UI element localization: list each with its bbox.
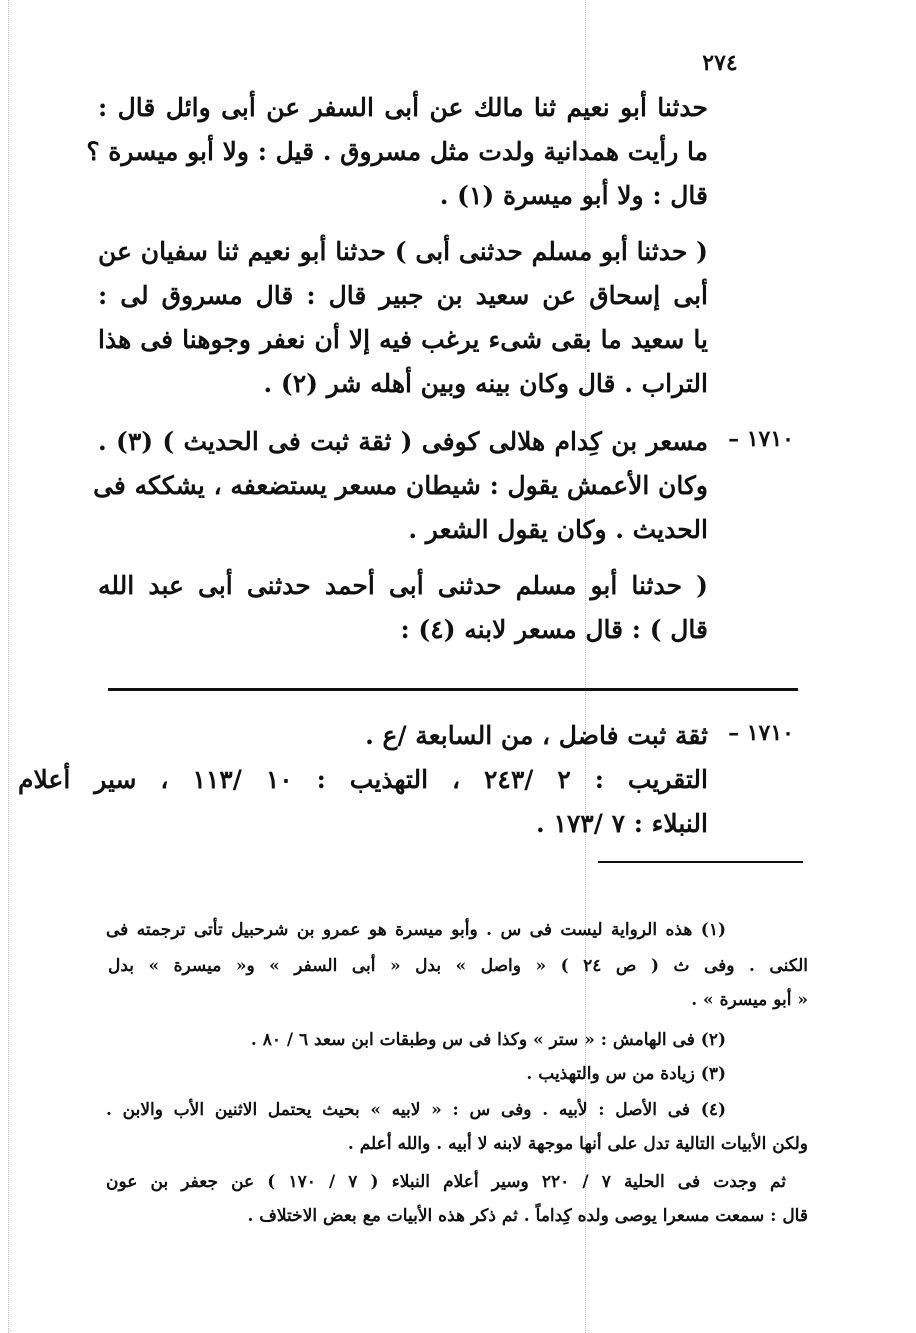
commentary-number: ١٧١٠ –	[728, 720, 794, 746]
footnote-line: (١) هذه الرواية ليست فى س . وأبو ميسرة هو عمرو بن شرحبيل تأتى ترجمته فى	[106, 920, 726, 940]
footnote-line: ولكن الأبيات التالية تدل على أنها موجهة لابنه لا أبيه . والله أعلم .	[347, 1134, 808, 1154]
commentary-line: ثقة ثبت فاضل ، من السابعة /ع .	[365, 721, 708, 750]
entry-text-line: مسعر بن كِدام هلالى كوفى ( ثقة ثبت فى الحديث ) (٣) .	[98, 427, 708, 456]
main-text-line: التراب . قال وكان بينه وبين أهله شر (٢) .	[263, 369, 708, 398]
text-commentary-divider	[108, 688, 798, 691]
main-text-line: ( حدثنا أبو مسلم حدثنى أبى ) حدثنا أبو نعيم ثنا سفيان عن	[98, 237, 708, 266]
entry-text-line: قال ) : قال مسعر لابنه (٤) :	[400, 615, 708, 644]
footnote-line: (٤) فى الأصل : لأبيه . وفى س : « لابيه » بحيث يحتمل الاثنين الأب والابن .	[106, 1100, 726, 1120]
main-text-line: ما رأيت همدانية ولدت مثل مسروق . قيل : ولا أبو ميسرة ؟	[86, 137, 708, 166]
commentary-line: التقريب : ٢ /٢٤٣ ، التهذيب : ١٠ /١١٣ ، سير أعلام	[18, 765, 708, 794]
entry-text-line: الحديث . وكان يقول الشعر .	[408, 515, 708, 544]
page-number: ٢٧٤	[702, 50, 738, 76]
footnote-line: الكنى . وفى ث ( ص ٢٤ ) « واصل » بدل « أبى السفر » و« ميسرة » بدل	[108, 956, 809, 976]
footnote-line: (٢) فى الهامش : « ستر » وكذا فى س وطبقات ابن سعد ٦ / ٨٠ .	[250, 1030, 726, 1050]
commentary-line: النبلاء : ٧ /١٧٣ .	[536, 809, 708, 838]
entry-text-line: ( حدثنا أبو مسلم حدثنى أبى أحمد حدثنى أبى عبد الله	[98, 571, 708, 600]
entry-number: ١٧١٠ –	[728, 426, 794, 452]
entry-text-line: وكان الأعمش يقول : شيطان مسعر يستضعفه ، يشككه فى	[93, 471, 708, 500]
main-text-line: قال : ولا أبو ميسرة (١) .	[439, 181, 708, 210]
main-text-line: حدثنا أبو نعيم ثنا مالك عن أبى السفر عن أبى وائل قال :	[98, 93, 708, 122]
footnote-line: « أبو ميسرة » .	[691, 990, 808, 1010]
scan-edge-left	[8, 0, 9, 1333]
footnote-divider	[598, 861, 803, 863]
main-text-line: أبى إسحاق عن سعيد بن جبير قال : قال مسروق لى :	[98, 281, 708, 310]
footnote-line: (٣) زيادة من س والتهذيب .	[526, 1064, 726, 1084]
main-text-line: يا سعيد ما بقى شىء يرغب فيه إلا أن نعفر وجوهنا فى هذا	[98, 325, 708, 354]
footnote-line: ثم وجدت فى الحلية ٧ / ٢٢٠ وسير أعلام النبلاء ( ٧ / ١٧٠ ) عن جعفر بن عون	[106, 1172, 787, 1192]
footnote-line: قال : سمعت مسعرا يوصى ولده كِداماً . ثم ذكر هذه الأبيات مع بعض الاختلاف .	[247, 1206, 808, 1226]
